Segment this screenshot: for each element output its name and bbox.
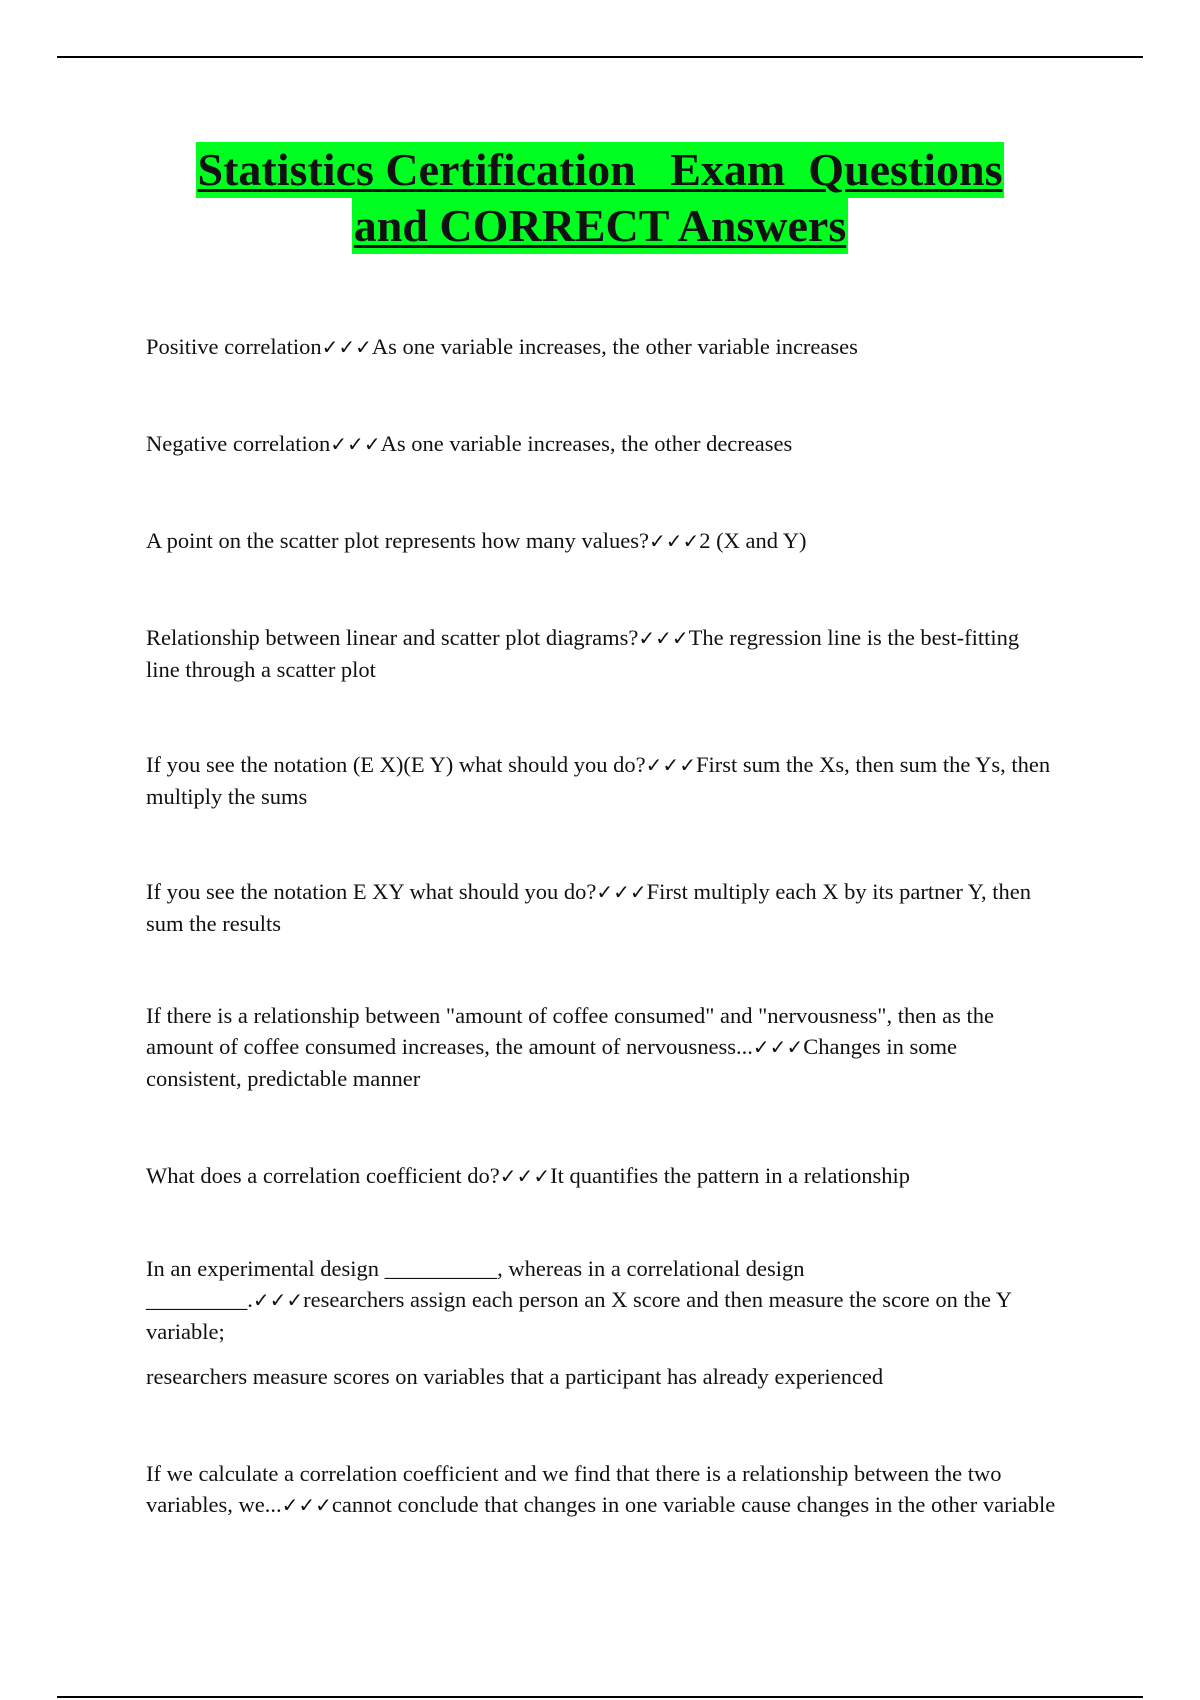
document-title xyxy=(0,142,1200,254)
question-text: Relationship between linear and scatter plot diagrams? xyxy=(146,625,639,650)
qa-item xyxy=(146,876,1056,939)
check-marks: ✓✓✓ xyxy=(281,1493,332,1517)
answer-text: researchers assign each person an X score and then measure the score on the Y variable; xyxy=(146,1287,1012,1344)
check-marks: ✓✓✓ xyxy=(638,626,689,650)
question-text: If we calculate a correlation coefficient and we find that there is a relationship between the two variables, we... xyxy=(146,1461,1002,1517)
check-marks: ✓✓✓ xyxy=(321,335,372,359)
question-text: Positive correlation xyxy=(146,334,322,359)
qa-item xyxy=(146,525,1056,557)
check-marks: ✓✓✓ xyxy=(649,529,700,553)
question-text: Negative correlation xyxy=(146,431,331,456)
title-line-1: Statistics Certification Exam Questions xyxy=(196,142,1005,198)
bottom-rule xyxy=(57,1696,1143,1698)
answer-text: As one variable increases, the other variable increases xyxy=(371,334,858,359)
qa-item xyxy=(146,622,1056,685)
check-marks: ✓✓✓ xyxy=(752,1035,804,1059)
question-text: If there is a relationship between "amount of coffee consumed" and "nervousness", then as the amount of coffee consumed increases, the amount of nervousness... xyxy=(146,1003,994,1059)
question-text: If you see the notation (E X)(E Y) what should you do? xyxy=(146,752,646,777)
check-marks: ✓✓✓ xyxy=(499,1164,551,1188)
question-text: If you see the notation E XY what should you do? xyxy=(146,879,597,904)
check-marks: ✓✓✓ xyxy=(330,432,381,456)
question-text: In an experimental design __________, whereas in a correlational design _________. xyxy=(146,1256,805,1312)
answer-text: First multiply each X by its partner Y, then sum the results xyxy=(146,879,1031,936)
answer-text: As one variable increases, the other decreases xyxy=(380,431,793,456)
qa-item xyxy=(146,1458,1056,1521)
answer-text: 2 (X and Y) xyxy=(699,528,807,553)
answer-text: First sum the Xs, then sum the Ys, then multiply the sums xyxy=(146,752,1051,809)
check-marks: ✓✓✓ xyxy=(252,1288,304,1312)
title-line-2: and CORRECT Answers xyxy=(352,198,848,254)
check-marks: ✓✓✓ xyxy=(596,880,647,904)
check-marks: ✓✓✓ xyxy=(645,753,696,777)
answer-text: It quantifies the pattern in a relationship xyxy=(550,1163,910,1188)
qa-item xyxy=(146,1000,1056,1094)
top-rule xyxy=(57,56,1143,58)
question-text: A point on the scatter plot represents how many values? xyxy=(146,528,649,553)
qa-item xyxy=(146,749,1056,812)
qa-item xyxy=(146,1253,1056,1392)
qa-item xyxy=(146,1160,1056,1192)
answer-text: cannot conclude that changes in one variable cause changes in the other variable xyxy=(331,1492,1056,1517)
answer-text: Changes in some consistent, predictable manner xyxy=(146,1034,957,1091)
answer-continuation: researchers measure scores on variables that a participant has already experienced xyxy=(146,1364,884,1389)
qa-item xyxy=(146,331,1056,363)
question-text: What does a correlation coefficient do? xyxy=(146,1163,500,1188)
qa-item xyxy=(146,428,1056,460)
answer-text: The regression line is the best-fitting line through a scatter plot xyxy=(146,625,1020,682)
